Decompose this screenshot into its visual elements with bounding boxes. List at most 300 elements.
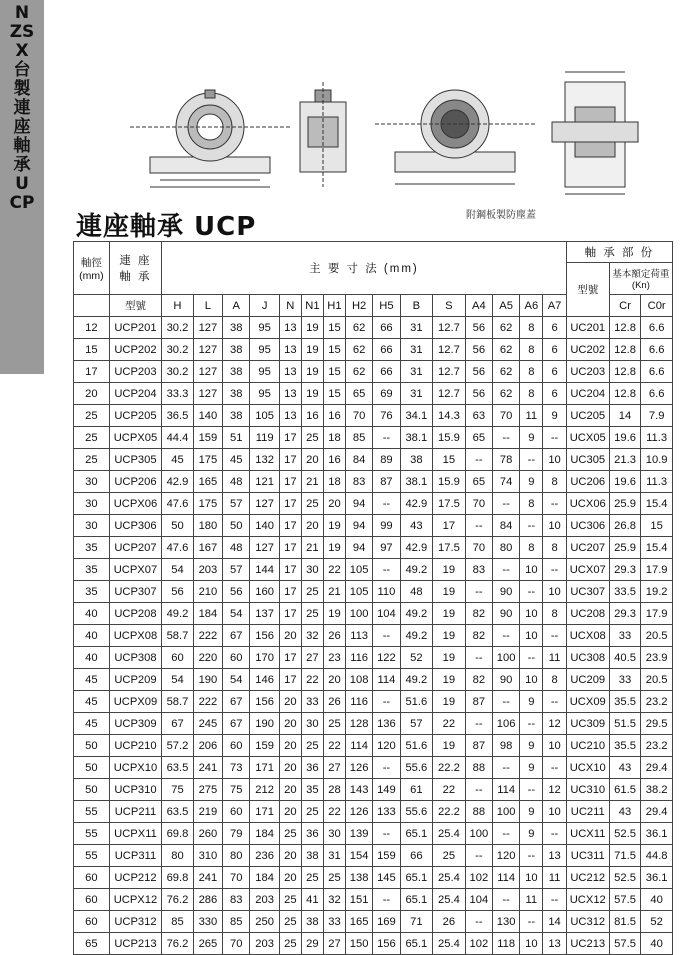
table-cell: 50 <box>162 515 194 537</box>
table-cell: 14 <box>609 405 641 427</box>
table-cell: 20 <box>323 669 345 691</box>
table-cell: 13 <box>279 339 301 361</box>
table-cell: 35.5 <box>609 735 641 757</box>
table-cell: 65.1 <box>400 823 433 845</box>
table-cell: 136 <box>373 713 400 735</box>
table-cell: 49.2 <box>162 603 194 625</box>
table-cell: UCP211 <box>109 801 162 823</box>
table-cell: 122 <box>373 647 400 669</box>
table-row <box>74 581 673 603</box>
table-cell: -- <box>465 713 492 735</box>
table-cell: UC312 <box>566 911 609 933</box>
table-cell: UC205 <box>566 405 609 427</box>
table-row <box>74 559 673 581</box>
table-cell: UCX10 <box>566 757 609 779</box>
table-cell: 6 <box>543 361 566 383</box>
table-cell: 17 <box>279 603 301 625</box>
table-cell: 9 <box>520 427 543 449</box>
table-cell: UCP208 <box>109 603 162 625</box>
table-cell: 159 <box>373 845 400 867</box>
table-cell: 70 <box>465 537 492 559</box>
table-cell: 40 <box>74 625 110 647</box>
table-cell: 12.8 <box>609 339 641 361</box>
table-cell: 330 <box>193 911 222 933</box>
table-cell: 48 <box>223 537 250 559</box>
table-cell: UCP213 <box>109 933 162 955</box>
table-cell: 15 <box>323 361 345 383</box>
table-cell: 56 <box>465 383 492 405</box>
table-row <box>74 647 673 669</box>
table-cell: 70 <box>465 493 492 515</box>
table-cell: 138 <box>345 867 372 889</box>
table-cell: 114 <box>373 669 400 691</box>
table-cell: 57 <box>223 493 250 515</box>
table-cell: 15 <box>323 317 345 339</box>
table-cell: 57.2 <box>162 735 194 757</box>
table-cell: 17 <box>279 449 301 471</box>
table-cell: 127 <box>193 339 222 361</box>
table-cell: 17 <box>74 361 110 383</box>
table-cell: 12 <box>74 317 110 339</box>
table-cell: -- <box>373 625 400 647</box>
table-cell: 47.6 <box>162 537 194 559</box>
table-cell: 10 <box>520 559 543 581</box>
table-cell: 18 <box>323 427 345 449</box>
table-cell: -- <box>373 823 400 845</box>
table-cell: UCP309 <box>109 713 162 735</box>
table-cell: 12.7 <box>433 383 466 405</box>
table-cell: 110 <box>373 581 400 603</box>
table-cell: 11 <box>520 889 543 911</box>
table-cell: 20 <box>279 779 301 801</box>
table-cell: 54 <box>223 603 250 625</box>
technical-drawings <box>120 62 680 202</box>
table-cell: 70 <box>223 933 250 955</box>
table-cell: 17.9 <box>641 603 673 625</box>
table-cell: 220 <box>193 647 222 669</box>
table-cell: 87 <box>465 691 492 713</box>
table-cell: 66 <box>400 845 433 867</box>
table-cell: 55.6 <box>400 801 433 823</box>
drawing-side-view <box>300 82 346 187</box>
table-cell: 44.8 <box>641 845 673 867</box>
table-cell: 6.6 <box>641 383 673 405</box>
table-cell: 62 <box>492 383 519 405</box>
table-cell: 102 <box>465 933 492 955</box>
table-cell: 49.2 <box>400 669 433 691</box>
table-cell: -- <box>492 691 519 713</box>
table-cell: 12.7 <box>433 317 466 339</box>
table-row <box>74 383 673 405</box>
table-cell: 71 <box>400 911 433 933</box>
table-cell: -- <box>465 779 492 801</box>
table-cell: 84 <box>345 449 372 471</box>
table-cell: UC213 <box>566 933 609 955</box>
table-row <box>74 735 673 757</box>
table-cell: 67 <box>223 713 250 735</box>
table-cell: 31 <box>400 339 433 361</box>
table-cell: 165 <box>193 471 222 493</box>
table-cell: 73 <box>223 757 250 779</box>
table-cell: UCP305 <box>109 449 162 471</box>
table-cell: 45 <box>223 449 250 471</box>
table-cell: 27 <box>323 757 345 779</box>
table-cell: 83 <box>465 559 492 581</box>
table-cell: 27 <box>301 647 323 669</box>
table-cell: -- <box>492 889 519 911</box>
table-cell: 12 <box>543 779 566 801</box>
table-cell: UC210 <box>566 735 609 757</box>
table-cell: 10 <box>520 867 543 889</box>
table-cell: 8 <box>520 317 543 339</box>
table-cell: 21 <box>301 537 323 559</box>
table-cell: UCP204 <box>109 383 162 405</box>
table-cell: 203 <box>193 559 222 581</box>
table-cell: UCX07 <box>566 559 609 581</box>
table-cell: 55.6 <box>400 757 433 779</box>
table-cell: 13 <box>543 845 566 867</box>
table-cell: -- <box>520 911 543 933</box>
table-cell: UC201 <box>566 317 609 339</box>
table-cell: 106 <box>492 713 519 735</box>
table-cell: 175 <box>193 449 222 471</box>
table-cell: 60 <box>223 647 250 669</box>
table-cell: 222 <box>193 625 222 647</box>
table-cell: 25 <box>301 581 323 603</box>
table-cell: -- <box>465 515 492 537</box>
table-cell: UC206 <box>566 471 609 493</box>
table-cell: 89 <box>373 449 400 471</box>
table-cell: 10 <box>520 603 543 625</box>
table-cell: 29.4 <box>641 757 673 779</box>
table-cell: 34.1 <box>400 405 433 427</box>
table-cell: 20 <box>301 515 323 537</box>
table-cell: 62 <box>492 361 519 383</box>
table-cell: 105 <box>345 581 372 603</box>
table-cell: 35.5 <box>609 691 641 713</box>
table-cell: 17 <box>433 515 466 537</box>
table-cell: 70 <box>223 867 250 889</box>
table-cell: UCP210 <box>109 735 162 757</box>
table-cell: 15 <box>641 515 673 537</box>
table-cell: 35 <box>74 537 110 559</box>
table-cell: 23.2 <box>641 735 673 757</box>
table-cell: 95 <box>250 317 279 339</box>
table-row <box>74 669 673 691</box>
table-cell: 25.4 <box>433 867 466 889</box>
table-cell: 9 <box>520 801 543 823</box>
table-cell: 19 <box>323 537 345 559</box>
table-cell: 52 <box>400 647 433 669</box>
table-cell: 137 <box>250 603 279 625</box>
table-cell: 17 <box>279 537 301 559</box>
table-cell: 9 <box>520 823 543 845</box>
table-cell: 10 <box>543 801 566 823</box>
table-cell: 65 <box>465 427 492 449</box>
header-main-dimensions: 主 要 寸 法 (mm) <box>162 242 567 295</box>
table-cell: 25 <box>279 889 301 911</box>
table-cell: 32 <box>301 625 323 647</box>
table-cell: 61.5 <box>609 779 641 801</box>
table-cell: 60 <box>74 867 110 889</box>
col-a6: A6 <box>520 295 543 317</box>
table-cell: 35 <box>301 779 323 801</box>
table-cell: 25 <box>323 867 345 889</box>
table-cell: 22.2 <box>433 757 466 779</box>
drawing-section-view <box>552 72 638 194</box>
table-cell: 116 <box>345 691 372 713</box>
table-cell: 79 <box>223 823 250 845</box>
table-cell: 19 <box>433 559 466 581</box>
table-cell: 11 <box>543 647 566 669</box>
table-cell: 83 <box>345 471 372 493</box>
table-cell: 310 <box>193 845 222 867</box>
table-cell: 25 <box>279 911 301 933</box>
table-cell: 12.7 <box>433 361 466 383</box>
table-cell: 159 <box>193 427 222 449</box>
table-cell: 171 <box>250 801 279 823</box>
table-cell: 286 <box>193 889 222 911</box>
table-cell: 48 <box>400 581 433 603</box>
table-cell: 57.5 <box>609 889 641 911</box>
table-cell: 51.5 <box>609 713 641 735</box>
table-cell: 15 <box>323 383 345 405</box>
header-bore <box>74 242 110 295</box>
header-bearing-type: 型號 <box>566 263 609 317</box>
table-cell: 38 <box>223 361 250 383</box>
table-cell: 20 <box>279 845 301 867</box>
drawing-dust-cover-view <box>375 90 535 184</box>
table-cell: 51.6 <box>400 691 433 713</box>
table-cell: 35 <box>74 559 110 581</box>
table-cell: 154 <box>345 845 372 867</box>
table-cell: -- <box>520 449 543 471</box>
table-row <box>74 449 673 471</box>
table-cell: -- <box>373 691 400 713</box>
table-row <box>74 713 673 735</box>
table-cell: 31 <box>400 361 433 383</box>
table-cell: 6 <box>543 383 566 405</box>
table-cell: 52 <box>641 911 673 933</box>
col-a5: A5 <box>492 295 519 317</box>
table-cell: 45 <box>74 669 110 691</box>
col-n: N <box>279 295 301 317</box>
table-cell: 114 <box>492 779 519 801</box>
table-cell: -- <box>520 581 543 603</box>
table-cell: 169 <box>373 911 400 933</box>
table-cell: 95 <box>250 339 279 361</box>
table-cell: 245 <box>193 713 222 735</box>
table-cell: 49.2 <box>400 625 433 647</box>
drawing-caption: 附鋼板製防塵蓋 <box>466 210 536 221</box>
table-cell: 26 <box>323 625 345 647</box>
table-cell: 40.5 <box>609 647 641 669</box>
table-cell: 15.4 <box>641 493 673 515</box>
col-j: J <box>250 295 279 317</box>
table-cell: 49.2 <box>400 603 433 625</box>
table-cell: 11 <box>543 867 566 889</box>
header-unit-model: 型號 <box>109 295 162 317</box>
table-cell: 19 <box>323 515 345 537</box>
table-cell: 38.1 <box>400 427 433 449</box>
table-cell: 21.3 <box>609 449 641 471</box>
table-cell: 30 <box>301 713 323 735</box>
table-cell: UCPX07 <box>109 559 162 581</box>
table-cell: 165 <box>345 911 372 933</box>
table-cell: 60 <box>74 889 110 911</box>
table-cell: 126 <box>345 757 372 779</box>
header-unit-line1: 連 座 <box>119 255 152 267</box>
table-cell: 203 <box>250 889 279 911</box>
table-cell: 31 <box>400 317 433 339</box>
table-cell: -- <box>373 889 400 911</box>
header-unit-line2: 軸 承 <box>119 271 152 283</box>
table-cell: 94 <box>345 537 372 559</box>
table-cell: 146 <box>250 669 279 691</box>
table-cell: 38 <box>223 317 250 339</box>
table-cell: 43 <box>609 801 641 823</box>
table-cell: 55 <box>74 823 110 845</box>
table-cell: 139 <box>345 823 372 845</box>
table-cell: 26 <box>323 691 345 713</box>
table-cell: 50 <box>223 515 250 537</box>
table-cell: 22 <box>323 735 345 757</box>
table-cell: 25.4 <box>433 823 466 845</box>
table-cell: UC311 <box>566 845 609 867</box>
table-cell: 38 <box>400 449 433 471</box>
table-cell: 56 <box>223 581 250 603</box>
table-cell: 12.7 <box>433 339 466 361</box>
table-cell: 20 <box>301 449 323 471</box>
table-cell: UCP207 <box>109 537 162 559</box>
table-cell: 67 <box>162 713 194 735</box>
col-b: B <box>400 295 433 317</box>
header-bore-line1: 軸徑 <box>80 256 102 269</box>
table-cell: 143 <box>345 779 372 801</box>
table-cell: UCP212 <box>109 867 162 889</box>
table-row <box>74 757 673 779</box>
header-load-line1: 基本額定荷重 <box>612 269 670 280</box>
table-cell: 25 <box>433 845 466 867</box>
table-cell: 75 <box>162 779 194 801</box>
col-a: A <box>223 295 250 317</box>
table-cell: UC306 <box>566 515 609 537</box>
table-cell: 150 <box>345 933 372 955</box>
table-cell: 160 <box>250 581 279 603</box>
table-cell: 20 <box>279 735 301 757</box>
table-cell: -- <box>465 845 492 867</box>
table-cell: 30.2 <box>162 339 194 361</box>
table-cell: 104 <box>373 603 400 625</box>
table-cell: 85 <box>162 911 194 933</box>
table-cell: 25.9 <box>609 493 641 515</box>
table-cell: 105 <box>250 405 279 427</box>
table-cell: 17 <box>279 493 301 515</box>
table-cell: 18 <box>323 471 345 493</box>
table-cell: -- <box>492 559 519 581</box>
table-cell: 11.3 <box>641 427 673 449</box>
table-cell: 9 <box>543 405 566 427</box>
table-cell: 49.2 <box>400 559 433 581</box>
table-cell: 236 <box>250 845 279 867</box>
table-cell: 114 <box>345 735 372 757</box>
table-cell: 19 <box>433 581 466 603</box>
table-cell: 99 <box>373 515 400 537</box>
table-cell: 113 <box>345 625 372 647</box>
table-cell: 30 <box>74 493 110 515</box>
table-cell: -- <box>492 823 519 845</box>
table-cell: 144 <box>250 559 279 581</box>
table-cell: 85 <box>223 911 250 933</box>
table-cell: -- <box>520 515 543 537</box>
table-cell: 104 <box>465 889 492 911</box>
table-cell: 10 <box>543 735 566 757</box>
table-cell: UCP310 <box>109 779 162 801</box>
table-cell: 52.5 <box>609 867 641 889</box>
table-cell: 38 <box>223 383 250 405</box>
table-cell: 222 <box>193 691 222 713</box>
table-cell: 17 <box>279 581 301 603</box>
table-cell: UCPX10 <box>109 757 162 779</box>
table-cell: 33 <box>323 911 345 933</box>
header-unit-type <box>109 242 162 295</box>
table-cell: 43 <box>400 515 433 537</box>
table-cell: 95 <box>250 361 279 383</box>
table-cell: 75 <box>223 779 250 801</box>
table-cell: 19 <box>301 383 323 405</box>
table-cell: UC308 <box>566 647 609 669</box>
table-cell: 66 <box>373 361 400 383</box>
table-cell: 15 <box>323 339 345 361</box>
table-cell: 57.5 <box>609 933 641 955</box>
table-cell: 42.9 <box>400 493 433 515</box>
table-cell: -- <box>465 911 492 933</box>
table-cell: 70 <box>345 405 372 427</box>
table-cell: UCPX05 <box>109 427 162 449</box>
table-cell: 36.1 <box>641 823 673 845</box>
table-cell: 19 <box>433 603 466 625</box>
table-cell: 62 <box>345 317 372 339</box>
table-cell: UC208 <box>566 603 609 625</box>
table-cell: 80 <box>223 845 250 867</box>
table-cell: 19 <box>323 603 345 625</box>
table-cell: 120 <box>492 845 519 867</box>
table-cell: 10.9 <box>641 449 673 471</box>
table-cell: 184 <box>250 867 279 889</box>
table-cell: 45 <box>162 449 194 471</box>
table-cell: 167 <box>193 537 222 559</box>
table-cell: 184 <box>250 823 279 845</box>
table-cell: 17 <box>279 559 301 581</box>
table-cell: 15 <box>74 339 110 361</box>
table-cell: 20 <box>279 713 301 735</box>
table-cell: 10 <box>520 933 543 955</box>
table-cell: 54 <box>162 669 194 691</box>
table-cell: 25 <box>301 427 323 449</box>
table-cell: 7.9 <box>641 405 673 427</box>
table-cell: 8 <box>520 383 543 405</box>
table-cell: 63.5 <box>162 801 194 823</box>
table-cell: 50 <box>74 779 110 801</box>
table-cell: 65.1 <box>400 933 433 955</box>
table-row <box>74 911 673 933</box>
table-cell: 29.4 <box>641 801 673 823</box>
table-cell: 11.3 <box>641 471 673 493</box>
table-cell: 175 <box>193 493 222 515</box>
table-cell: 51.6 <box>400 735 433 757</box>
table-cell: 29.3 <box>609 603 641 625</box>
table-cell: 25 <box>323 713 345 735</box>
